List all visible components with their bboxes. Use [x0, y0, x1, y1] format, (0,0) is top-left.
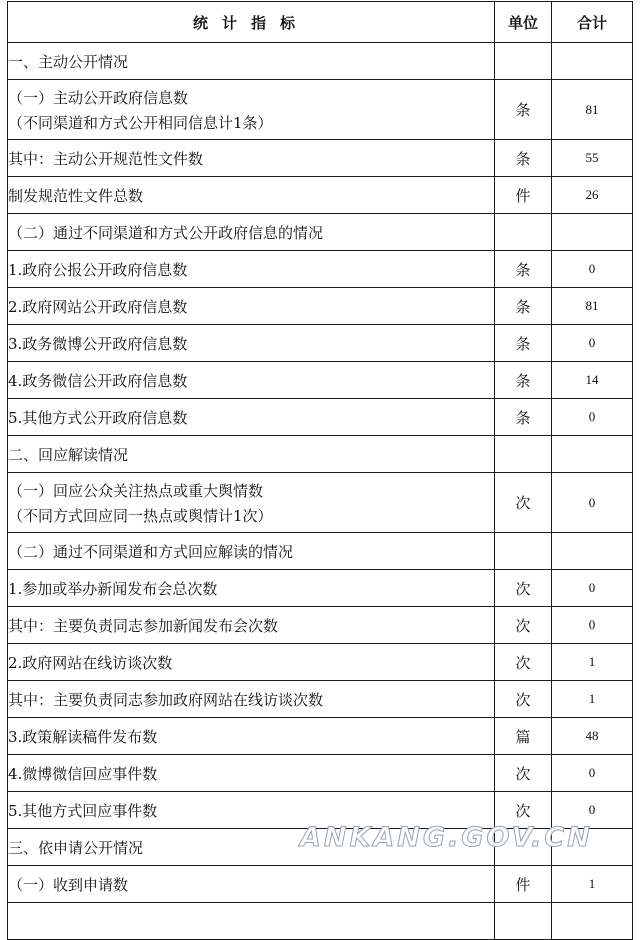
- table-row: [8, 362, 633, 399]
- label-line: （二）通过不同渠道和方式回应解读的情况: [8, 542, 294, 561]
- row-total: [552, 214, 633, 251]
- row-unit: [495, 903, 552, 940]
- row-indicator-label: [8, 681, 495, 718]
- row-total: 1: [552, 644, 633, 681]
- row-indicator-label: [8, 177, 495, 214]
- row-indicator-label: [8, 80, 495, 140]
- table-row: [8, 325, 633, 362]
- row-total: 0: [552, 607, 633, 644]
- row-indicator-label: [8, 214, 495, 251]
- row-indicator-label: [8, 473, 495, 533]
- header-unit: 单位: [495, 2, 552, 43]
- row-indicator-label: [8, 325, 495, 362]
- row-unit: 次: [495, 570, 552, 607]
- label-line: 1.参加或举办新闻发布会总次数: [8, 579, 218, 598]
- table-row: [8, 533, 633, 570]
- row-total: 0: [552, 792, 633, 829]
- table-row: [8, 80, 633, 140]
- row-total: 1: [552, 681, 633, 718]
- row-total: [552, 533, 633, 570]
- label-line: 3.政务微博公开政府信息数: [8, 334, 188, 353]
- row-unit: 件: [495, 866, 552, 903]
- statistics-table: [7, 1, 633, 940]
- row-indicator-label: [8, 755, 495, 792]
- table-row: [8, 644, 633, 681]
- row-unit: [495, 533, 552, 570]
- row-indicator-label: [8, 399, 495, 436]
- row-unit: 篇: [495, 718, 552, 755]
- row-total: 0: [552, 755, 633, 792]
- site-watermark: ANKANG.GOV.CN: [300, 822, 593, 853]
- row-total: 1: [552, 866, 633, 903]
- row-unit: 条: [495, 362, 552, 399]
- table-row: [8, 607, 633, 644]
- row-indicator-label: [8, 903, 495, 940]
- row-indicator-label: [8, 251, 495, 288]
- row-total: 0: [552, 399, 633, 436]
- row-total: 0: [552, 570, 633, 607]
- row-unit: [495, 43, 552, 80]
- row-total: 0: [552, 251, 633, 288]
- label-line: 其中：主要负责同志参加新闻发布会次数: [8, 616, 279, 635]
- row-unit: 条: [495, 288, 552, 325]
- table-row: [8, 214, 633, 251]
- row-indicator-label: [8, 140, 495, 177]
- table-row: [8, 288, 633, 325]
- table-row: [8, 866, 633, 903]
- row-unit: 次: [495, 792, 552, 829]
- table-row: [8, 473, 633, 533]
- row-total: [552, 903, 633, 940]
- table-row: [8, 399, 633, 436]
- table-row: [8, 792, 633, 829]
- label-line: 2.政府网站公开政府信息数: [8, 297, 188, 316]
- label-line: 4.微博微信回应事件数: [8, 764, 158, 783]
- row-total: 26: [552, 177, 633, 214]
- row-unit: [495, 829, 552, 866]
- row-unit: 条: [495, 251, 552, 288]
- table-row: [8, 681, 633, 718]
- table-body: [8, 43, 633, 940]
- row-indicator-label: [8, 644, 495, 681]
- row-total: [552, 43, 633, 80]
- label-note-line: （不同渠道和方式公开相同信息计1条）: [8, 113, 273, 132]
- table-row: [8, 436, 633, 473]
- label-line: （一）主动公开政府信息数: [8, 88, 189, 107]
- label-note-line: （不同方式回应同一热点或舆情计1次）: [8, 506, 273, 525]
- row-total: 48: [552, 718, 633, 755]
- row-indicator-label: [8, 288, 495, 325]
- table-row: [8, 829, 633, 866]
- label-line: 制发规范性文件总数: [8, 186, 144, 205]
- table-row: [8, 43, 633, 80]
- table-row: [8, 140, 633, 177]
- row-unit: [495, 214, 552, 251]
- label-line: 3.政策解读稿件发布数: [8, 727, 158, 746]
- table-row: [8, 177, 633, 214]
- row-unit: 次: [495, 755, 552, 792]
- row-unit: 条: [495, 325, 552, 362]
- table-header-row: [8, 2, 633, 43]
- row-unit: 条: [495, 80, 552, 140]
- row-indicator-label: [8, 362, 495, 399]
- table-row: [8, 251, 633, 288]
- label-line: （一）回应公众关注热点或重大舆情数: [8, 481, 264, 500]
- row-indicator-label: [8, 607, 495, 644]
- row-indicator-label: [8, 792, 495, 829]
- header-indicator: 统计指标: [8, 2, 495, 43]
- row-total: [552, 829, 633, 866]
- row-indicator-label: [8, 570, 495, 607]
- row-total: 55: [552, 140, 633, 177]
- row-unit: 条: [495, 399, 552, 436]
- row-total: 14: [552, 362, 633, 399]
- row-total: 81: [552, 80, 633, 140]
- label-line: 其中：主动公开规范性文件数: [8, 149, 204, 168]
- label-line: 1.政府公报公开政府信息数: [8, 260, 188, 279]
- table-row: [8, 755, 633, 792]
- row-total: 0: [552, 473, 633, 533]
- row-unit: 件: [495, 177, 552, 214]
- row-indicator-label: [8, 533, 495, 570]
- label-line: 4.政务微信公开政府信息数: [8, 371, 188, 390]
- row-total: [552, 436, 633, 473]
- row-total: 81: [552, 288, 633, 325]
- row-unit: 次: [495, 607, 552, 644]
- row-unit: 次: [495, 644, 552, 681]
- table-row: [8, 718, 633, 755]
- label-line: 三、依申请公开情况: [8, 838, 144, 857]
- row-indicator-label: [8, 718, 495, 755]
- row-unit: [495, 436, 552, 473]
- table-row: [8, 570, 633, 607]
- header-total: 合计: [552, 2, 633, 43]
- label-line: 一、主动公开情况: [8, 52, 129, 71]
- row-indicator-label: [8, 829, 495, 866]
- label-line: 5.其他方式公开政府信息数: [8, 408, 188, 427]
- row-unit: 次: [495, 473, 552, 533]
- row-indicator-label: [8, 866, 495, 903]
- label-line: 其中：主要负责同志参加政府网站在线访谈次数: [8, 690, 324, 709]
- row-unit: 次: [495, 681, 552, 718]
- table-row: [8, 903, 633, 940]
- row-unit: 条: [495, 140, 552, 177]
- label-line: 二、回应解读情况: [8, 445, 129, 464]
- row-total: 0: [552, 325, 633, 362]
- label-line: 5.其他方式回应事件数: [8, 801, 158, 820]
- label-line: （二）通过不同渠道和方式公开政府信息的情况: [8, 223, 324, 242]
- row-indicator-label: [8, 436, 495, 473]
- label-line: （一）收到申请数: [8, 875, 129, 894]
- label-line: 2.政府网站在线访谈次数: [8, 653, 173, 672]
- row-indicator-label: [8, 43, 495, 80]
